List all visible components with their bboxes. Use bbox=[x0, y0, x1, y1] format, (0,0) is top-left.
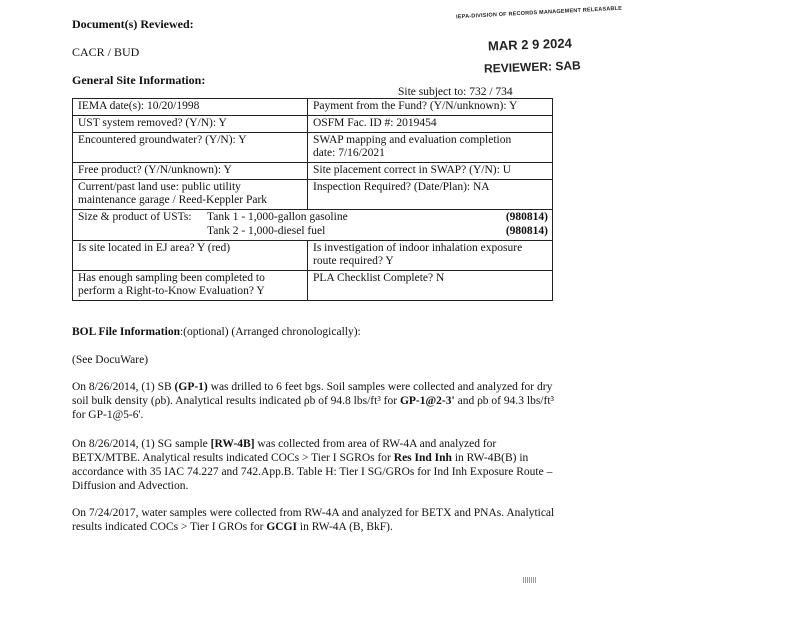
p2-text-c: was collected from area of RW-4A and analyzed for BETX/MTBE. Analytical results indicated COCs > Tier I SGROs for bbox=[72, 438, 497, 464]
p3-gcgi: GCGI bbox=[266, 521, 297, 533]
p2-res-ind-inh: Res Ind Inh bbox=[393, 452, 452, 464]
right-to-know-line-1: Has enough sampling been completed to bbox=[78, 272, 265, 284]
p3-text-a: On 7/24/2017, water samples were collected from RW-4A and analyzed for BETX and PNAs. Analytical results indicated COCs > Tier I GROs for bbox=[72, 507, 555, 533]
p1-gp1: (GP-1) bbox=[174, 381, 208, 393]
see-docuware: (See DocuWare) bbox=[72, 354, 149, 366]
table-row bbox=[73, 210, 553, 241]
land-use-cell bbox=[73, 180, 308, 210]
p1-text-c: was drilled to 6 feet bgs. Soil samples were collected and analyzed for dry soil bulk density (ρb). Analytical results indicated ρb of 94.8 lbs/ft³ for bbox=[72, 381, 553, 407]
bol-paragraph-1 bbox=[72, 380, 562, 422]
table-row bbox=[73, 116, 553, 133]
bol-heading: BOL File Information bbox=[72, 326, 180, 338]
ust-tank-2-number: (980814) bbox=[505, 225, 548, 237]
indoor-inhalation-cell bbox=[308, 241, 553, 271]
p1-text-e: and ρb of 94.3 lbs/ft³ for GP-1@5-6'. bbox=[72, 395, 554, 421]
bol-heading-suffix: :(optional) (Arranged chronologically): bbox=[179, 326, 361, 338]
ust-removed-cell: UST system removed? (Y/N): Y bbox=[73, 116, 308, 133]
table-row bbox=[73, 163, 553, 180]
osfm-fac-id-cell: OSFM Fac. ID #: 2019454 bbox=[308, 116, 553, 133]
land-use-line-2: maintenance garage / Reed-Keppler Park bbox=[78, 194, 268, 206]
table-row bbox=[73, 99, 553, 116]
right-to-know-line-2: perform a Right-to-Know Evaluation? Y bbox=[78, 285, 265, 297]
bol-paragraph-2 bbox=[72, 437, 562, 493]
swap-mapping-cell bbox=[308, 133, 553, 163]
p3-text-c: in RW-4A (B, BkF). bbox=[297, 521, 393, 533]
iema-dates-cell: IEMA date(s): 10/20/1998 bbox=[73, 99, 308, 116]
free-product-cell: Free product? (Y/N/unknown): Y bbox=[73, 163, 308, 180]
inspection-required-cell: Inspection Required? (Date/Plan): NA bbox=[308, 180, 553, 210]
indoor-inhalation-line-2: route required? Y bbox=[313, 255, 394, 267]
scan-artifact-mark bbox=[523, 577, 537, 583]
ust-tank-1: Tank 1 - 1,000-gallon gasoline bbox=[207, 211, 348, 223]
ust-tank-2: Tank 2 - 1,000-diesel fuel bbox=[207, 225, 326, 237]
p2-text-a: On 8/26/2014, (1) SG sample bbox=[72, 438, 211, 450]
reviewer-stamp: REVIEWER: SAB bbox=[483, 58, 581, 76]
right-to-know-cell bbox=[73, 271, 308, 301]
payment-from-fund-cell: Payment from the Fund? (Y/N/unknown): Y bbox=[308, 99, 553, 116]
ej-area-cell: Is site located in EJ area? Y (red) bbox=[73, 241, 308, 271]
table-row bbox=[73, 271, 553, 301]
site-placement-cell: Site placement correct in SWAP? (Y/N): U bbox=[308, 163, 553, 180]
land-use-line-1: Current/past land use: public utility bbox=[78, 181, 241, 193]
table-row bbox=[73, 133, 553, 163]
site-info-table bbox=[72, 98, 553, 301]
table-row bbox=[73, 241, 553, 271]
swap-mapping-line-1: SWAP mapping and evaluation completion bbox=[313, 134, 512, 146]
p1-text-a: On 8/26/2014, (1) SB bbox=[72, 381, 175, 393]
site-subject-to: Site subject to: 732 / 734 bbox=[398, 86, 513, 98]
documents-reviewed-value: CACR / BUD bbox=[72, 45, 140, 59]
ust-tank-1-number: (980814) bbox=[505, 211, 548, 223]
ust-label: Size & product of USTs: bbox=[78, 211, 192, 223]
received-date-stamp: MAR 2 9 2024 bbox=[487, 35, 573, 54]
general-site-heading: General Site Information: bbox=[72, 73, 206, 87]
indoor-inhalation-line-1: Is investigation of indoor inhalation exposure bbox=[313, 242, 523, 254]
p2-text-e: in RW-4B(B) in accordance with 35 IAC 74.227 and 742.App.B. Table H: Tier I SG/GROs for Ind Inh Exposure Route – Diffusion and Advection. bbox=[72, 452, 553, 492]
swap-mapping-line-2: date: 7/16/2021 bbox=[313, 147, 385, 159]
bol-heading-line bbox=[72, 326, 361, 338]
ust-size-product-cell bbox=[73, 210, 553, 241]
records-stamp-header: IEPA-DIVISION OF RECORDS MANAGEMENT RELEASABLE bbox=[455, 5, 623, 21]
documents-reviewed-heading: Document(s) Reviewed: bbox=[72, 17, 194, 31]
p2-rw4b: [RW-4B] bbox=[210, 438, 255, 450]
table-row bbox=[73, 180, 553, 210]
bol-paragraph-3 bbox=[72, 506, 562, 534]
pla-checklist-cell: PLA Checklist Complete? N bbox=[308, 271, 553, 301]
p1-sample-gp1-2-3: GP-1@2-3' bbox=[399, 395, 455, 407]
groundwater-cell: Encountered groundwater? (Y/N): Y bbox=[73, 133, 308, 163]
